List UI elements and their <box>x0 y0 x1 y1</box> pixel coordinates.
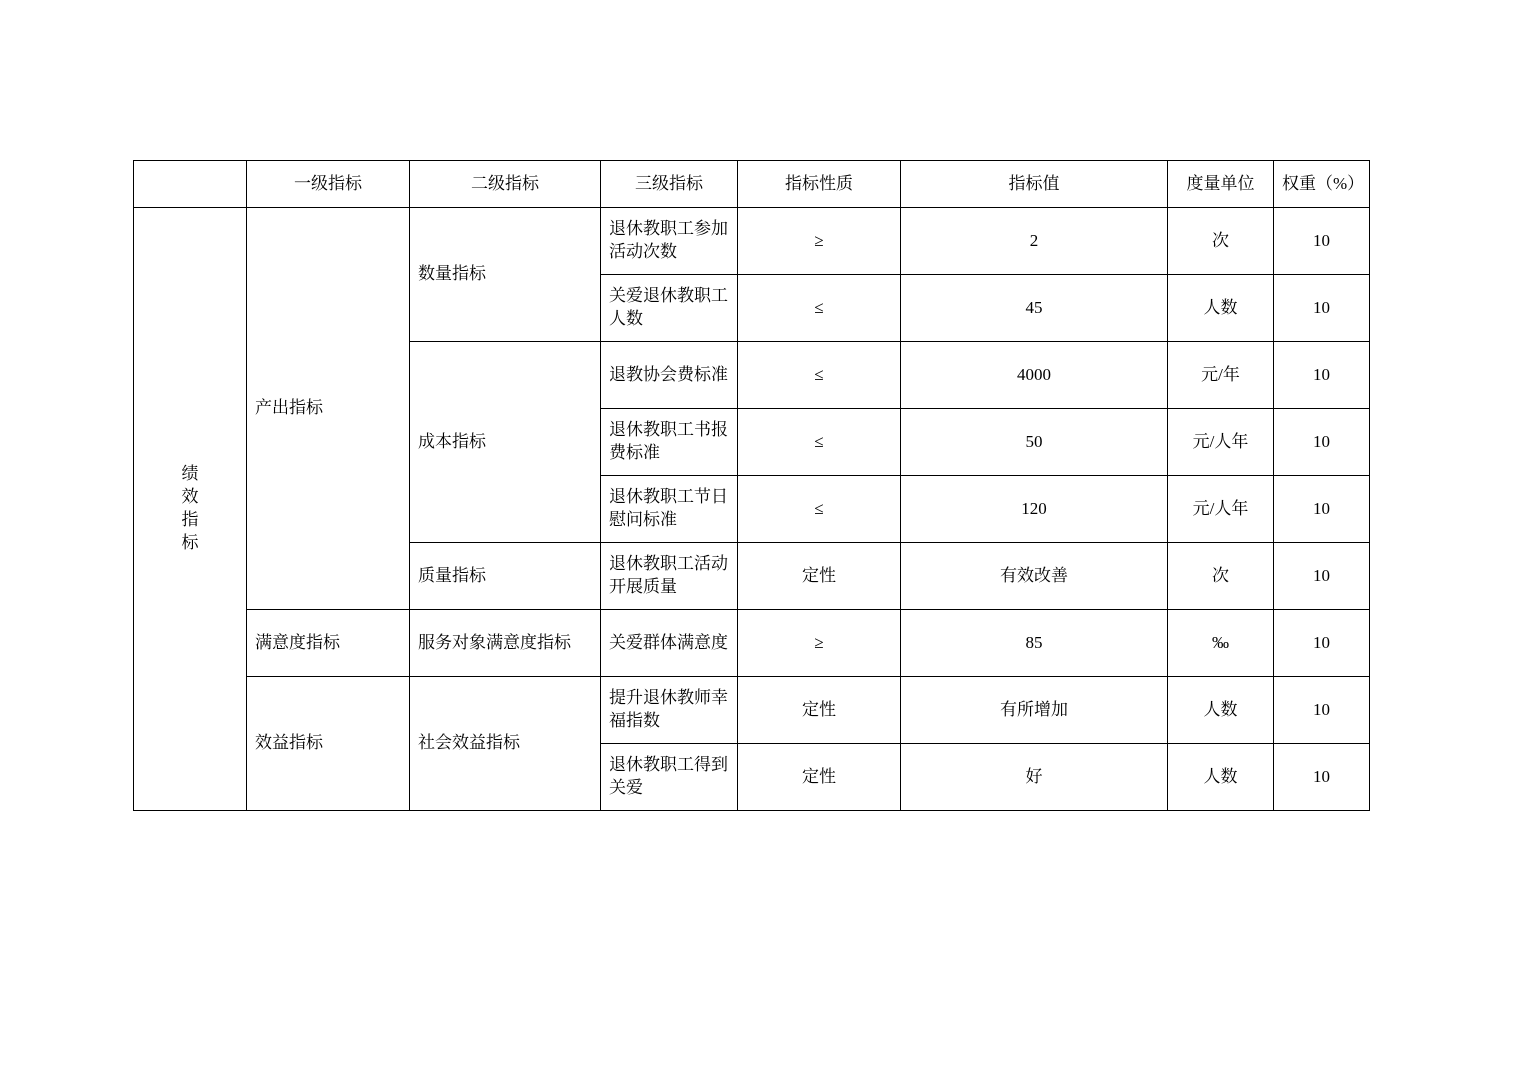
cell-nature: ≤ <box>738 275 901 342</box>
cell-unit: 元/人年 <box>1168 409 1274 476</box>
group-label-performance-indicator <box>134 208 247 811</box>
cell-nature: 定性 <box>738 677 901 744</box>
cell-value: 有所增加 <box>901 677 1168 744</box>
table-row <box>134 208 1370 275</box>
cell-nature: ≥ <box>738 610 901 677</box>
cell-unit: ‰ <box>1168 610 1274 677</box>
header-cell-value: 指标值 <box>901 161 1168 208</box>
header-cell-unit: 度量单位 <box>1168 161 1274 208</box>
cell-level3: 退休教职工活动开展质量 <box>601 543 738 610</box>
cell-unit: 人数 <box>1168 744 1274 811</box>
cell-weight: 10 <box>1274 342 1370 409</box>
cell-level3: 提升退休教师幸福指数 <box>601 677 738 744</box>
cell-unit: 人数 <box>1168 677 1274 744</box>
cell-weight: 10 <box>1274 610 1370 677</box>
cell-value: 120 <box>901 476 1168 543</box>
cell-nature: 定性 <box>738 744 901 811</box>
cell-value: 45 <box>901 275 1168 342</box>
cell-value: 好 <box>901 744 1168 811</box>
cell-level3: 关爱群体满意度 <box>601 610 738 677</box>
cell-value: 4000 <box>901 342 1168 409</box>
cell-level3: 关爱退休教职工人数 <box>601 275 738 342</box>
cell-nature: ≤ <box>738 409 901 476</box>
performance-indicator-table <box>133 160 1370 811</box>
cell-level3: 退休教职工得到关爱 <box>601 744 738 811</box>
cell-level2-quality: 质量指标 <box>410 543 601 610</box>
cell-level2-social-benefit: 社会效益指标 <box>410 677 601 811</box>
cell-value: 有效改善 <box>901 543 1168 610</box>
group-label-char-1: 绩 <box>181 464 199 484</box>
cell-level1-satisfaction: 满意度指标 <box>247 610 410 677</box>
cell-unit: 次 <box>1168 543 1274 610</box>
header-cell-nature: 指标性质 <box>738 161 901 208</box>
cell-weight: 10 <box>1274 744 1370 811</box>
header-cell-weight: 权重（%） <box>1274 161 1370 208</box>
cell-value: 85 <box>901 610 1168 677</box>
cell-level3: 退教协会费标准 <box>601 342 738 409</box>
header-cell-level2: 二级指标 <box>410 161 601 208</box>
cell-unit: 元/年 <box>1168 342 1274 409</box>
cell-level3: 退休教职工参加活动次数 <box>601 208 738 275</box>
table-row <box>134 610 1370 677</box>
header-cell-level1: 一级指标 <box>247 161 410 208</box>
table-header-row <box>134 161 1370 208</box>
cell-unit: 人数 <box>1168 275 1274 342</box>
header-cell-level3: 三级指标 <box>601 161 738 208</box>
cell-weight: 10 <box>1274 543 1370 610</box>
cell-weight: 10 <box>1274 677 1370 744</box>
cell-value: 2 <box>901 208 1168 275</box>
group-label-char-4: 标 <box>181 532 199 552</box>
cell-weight: 10 <box>1274 208 1370 275</box>
cell-level2-quantity: 数量指标 <box>410 208 601 342</box>
cell-nature: ≥ <box>738 208 901 275</box>
cell-nature: ≤ <box>738 476 901 543</box>
cell-level1-benefit: 效益指标 <box>247 677 410 811</box>
cell-nature: ≤ <box>738 342 901 409</box>
group-label-char-3: 指 <box>181 510 199 529</box>
cell-nature: 定性 <box>738 543 901 610</box>
cell-weight: 10 <box>1274 409 1370 476</box>
group-label-char-2: 效 <box>181 487 199 507</box>
cell-level1-output: 产出指标 <box>247 208 410 610</box>
cell-level3: 退休教职工书报费标准 <box>601 409 738 476</box>
header-cell-blank <box>134 161 247 208</box>
performance-indicator-table-wrapper <box>133 160 1369 811</box>
table-row <box>134 677 1370 744</box>
cell-value: 50 <box>901 409 1168 476</box>
cell-unit: 次 <box>1168 208 1274 275</box>
cell-weight: 10 <box>1274 476 1370 543</box>
cell-unit: 元/人年 <box>1168 476 1274 543</box>
cell-level2-cost: 成本指标 <box>410 342 601 543</box>
cell-level2-service-satisfaction: 服务对象满意度指标 <box>410 610 601 677</box>
cell-level3: 退休教职工节日慰问标准 <box>601 476 738 543</box>
cell-weight: 10 <box>1274 275 1370 342</box>
